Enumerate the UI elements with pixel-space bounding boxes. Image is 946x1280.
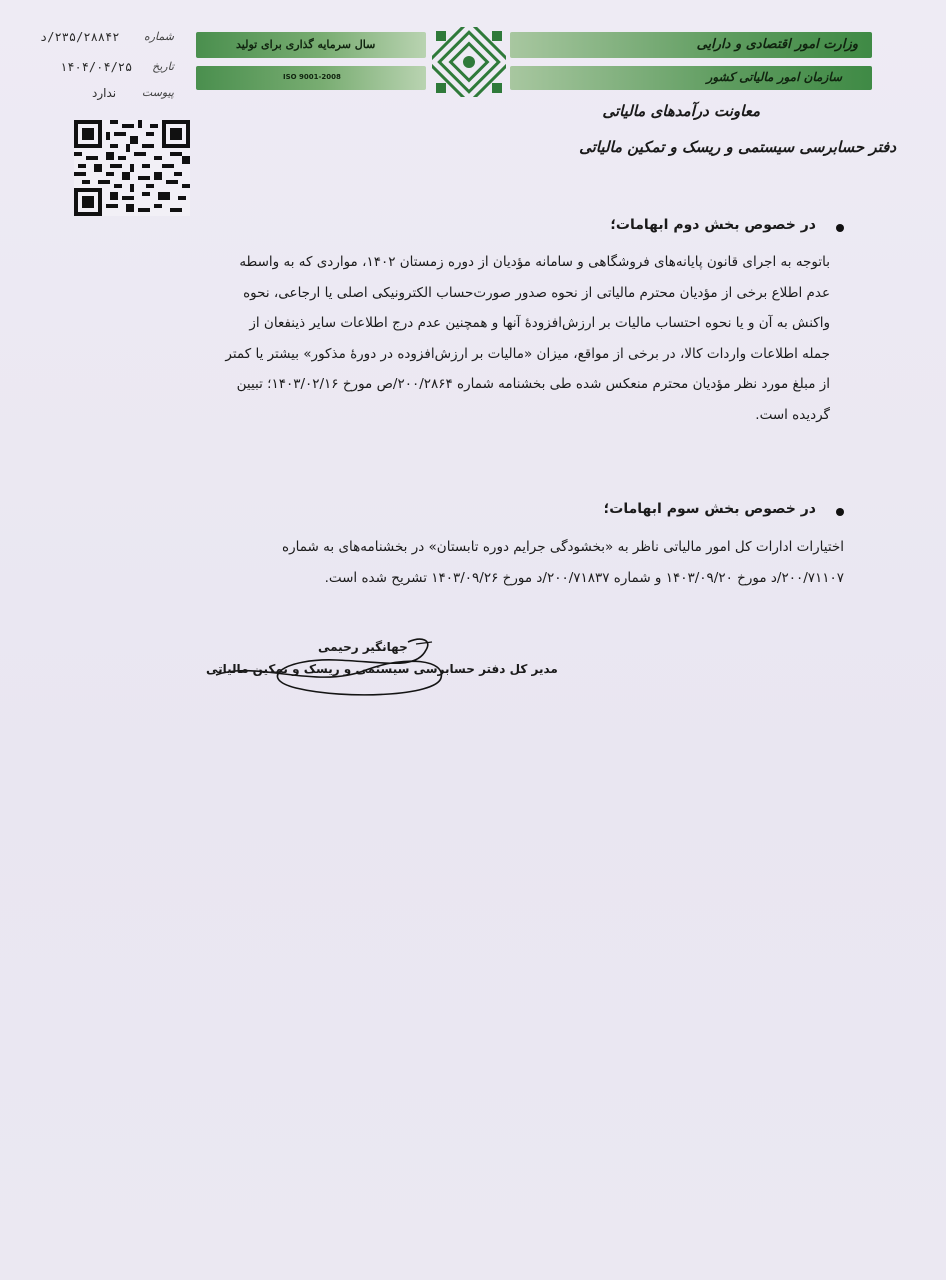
paragraph-line: از مبلغ مورد نظر مؤدیان محترم منعکس شده طی بخشنامه شماره ۲۰۰/۲۸۶۴/ص مورخ ۱۴۰۳/۰۲/۱۶؛ تبیین: [236, 376, 830, 392]
number-label: شماره: [143, 30, 174, 43]
paragraph-line: باتوجه به اجرای قانون پایانه‌های فروشگاهی و سامانه مؤدیان از دوره زمستان ۱۴۰۲، مواردی که به واسطه: [239, 254, 830, 270]
date-value: ۱۴۰۴/۰۴/۲۵: [60, 60, 133, 74]
paragraph-line: عدم اطلاع برخی از مؤدیان محترم مالیاتی از نحوه صدور صورت‌حساب الکترونیکی اصلی یا ارجاعی، نحوه: [243, 284, 830, 301]
paragraph-line: ۲۰۰/۷۱۱۰۷/د مورخ ۱۴۰۳/۰۹/۲۰ و شماره ۲۰۰/۷۱۸۳۷/د مورخ ۱۴۰۳/۰۹/۲۶ تشریح شده است.: [324, 569, 844, 586]
ministry-name: وزارت امور اقتصادی و دارایی: [696, 37, 858, 52]
section-heading-3: در خصوص بخش سوم ابهامات؛: [603, 501, 816, 517]
tax-organization-emblem-icon: [432, 27, 506, 97]
meta-number: [40, 30, 174, 48]
section-paragraph-2: [106, 247, 830, 430]
meta-date: [40, 60, 174, 78]
attachment-value: ندارد: [92, 86, 117, 100]
attachment-label: پیوست: [141, 86, 174, 99]
section-heading-2: در خصوص بخش دوم ابهامات؛: [610, 217, 816, 233]
paragraph-line: گردیده است.: [755, 406, 830, 423]
signatory-title: مدیر کل دفتر حسابرسی سیستمی و ریسک و تمکین مالیاتی: [206, 662, 558, 676]
bullet-icon: [836, 224, 844, 232]
date-label: تاریخ: [152, 60, 174, 73]
paragraph-line: واکنش به آن و یا نحوه احتساب مالیات بر ارزش‌افزودهٔ آنها و همچنین عدم درج اطلاعات سایر ذینفعان از: [249, 315, 830, 331]
office-title: دفتر حسابرسی سیستمی و ریسک و تمکین مالیاتی: [579, 138, 896, 156]
bullet-icon: [836, 508, 844, 516]
paragraph-line: اختیارات ادارات کل امور مالیاتی ناظر به «بخشودگی جرایم دوره تابستان» در بخشنامه‌های به شماره: [282, 539, 844, 555]
qr-code: [74, 120, 190, 216]
number-value: ۲۳۵/۲۸۸۴۲/د: [40, 30, 120, 44]
paragraph-line: جمله اطلاعات واردات کالا، در برخی از مواقع، میزان «مالیات بر ارزش‌افزوده در دورهٔ مذکور» بیشتر یا کمتر: [225, 345, 830, 362]
section-paragraph-3: [108, 532, 844, 593]
meta-attachment: [40, 86, 174, 104]
signatory-name: جهانگیر رحیمی: [318, 640, 408, 654]
organization-name: سازمان امور مالیاتی کشور: [706, 70, 842, 84]
deputy-title: معاونت درآمدهای مالیاتی: [602, 102, 760, 120]
year-slogan: سال سرمایه گذاری برای تولید: [236, 38, 376, 51]
iso-label: ISO 9001-2008: [283, 73, 341, 81]
